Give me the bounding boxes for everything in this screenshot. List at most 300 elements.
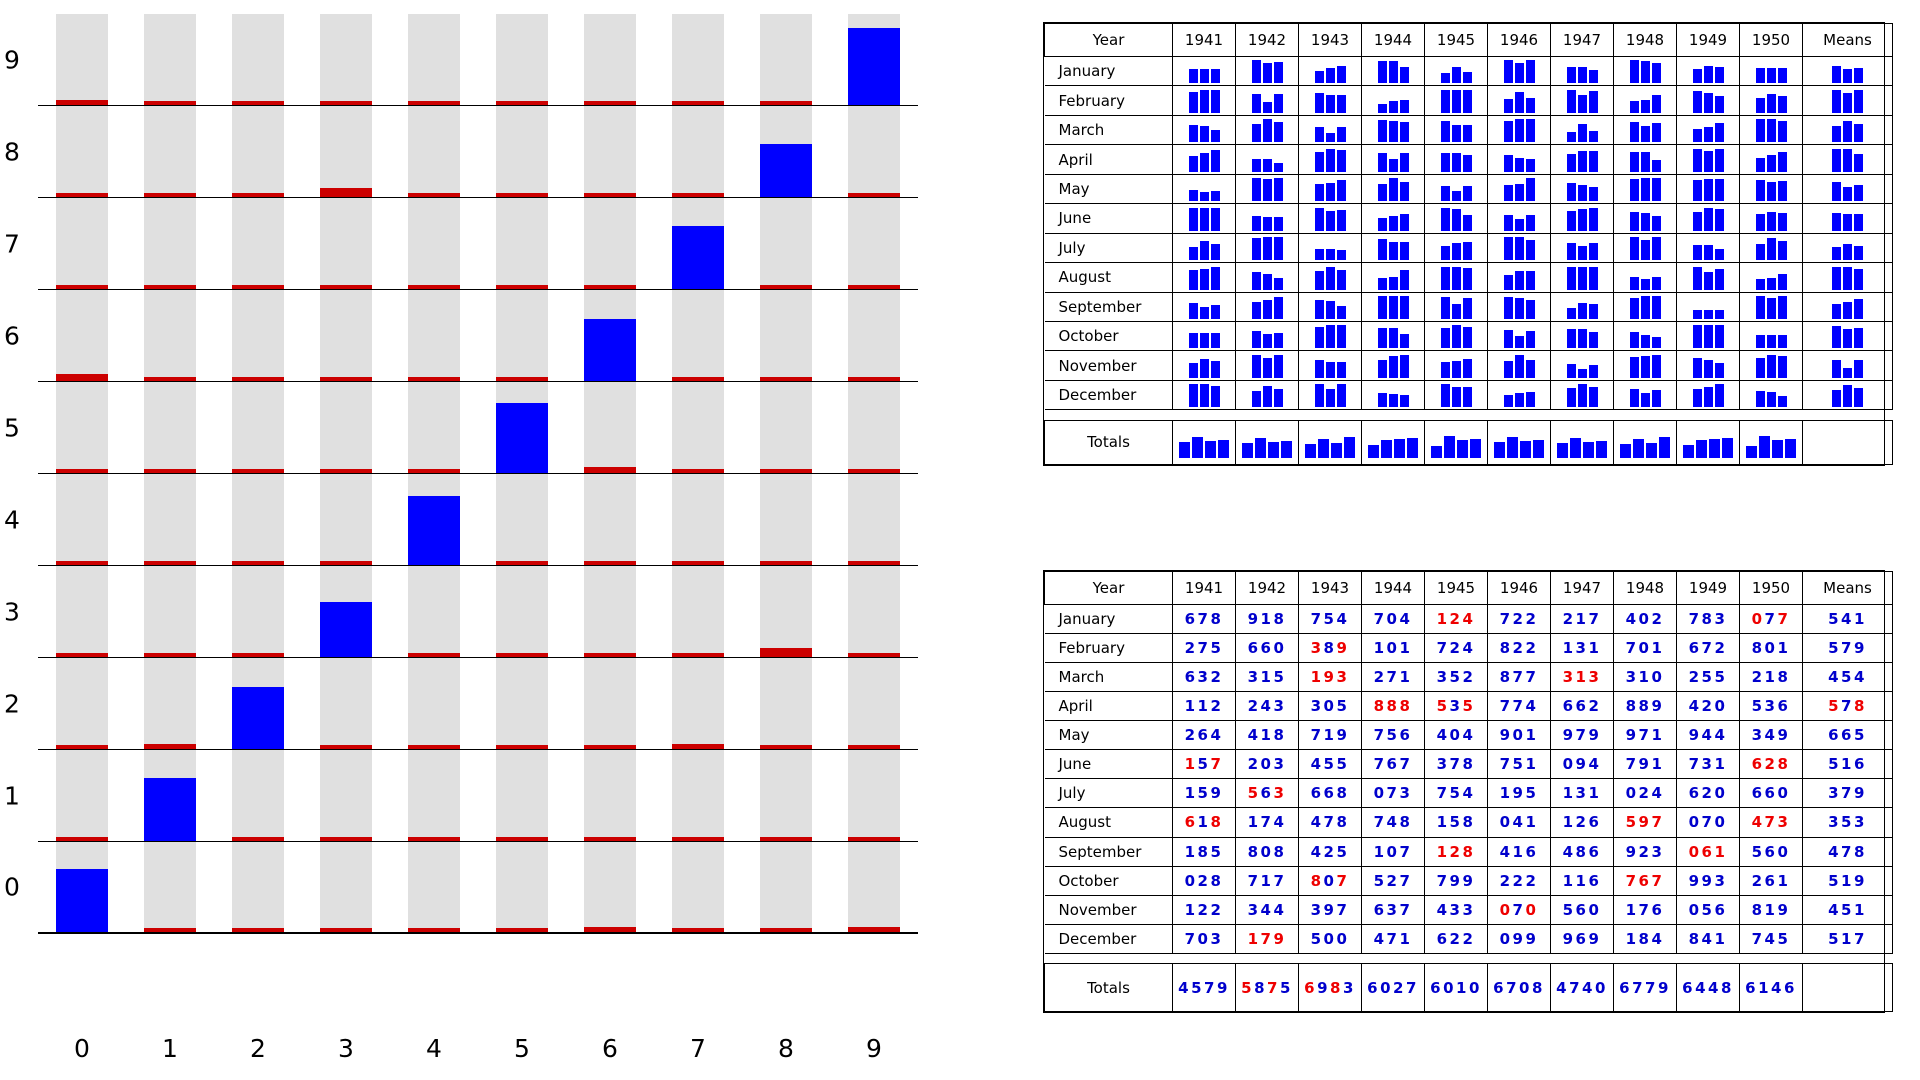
bar-minor: [320, 561, 372, 565]
bar-cell: [302, 842, 390, 932]
glyph-bar: [1211, 244, 1220, 260]
glyph-bar: [1252, 178, 1261, 201]
glyph-bar: [1567, 243, 1576, 260]
bar-cell-background: [56, 290, 108, 381]
numeric-digit: 1: [1399, 668, 1413, 687]
bar-row-cells: [38, 658, 918, 749]
glyph-cell: [1236, 115, 1299, 144]
glyph-bar-stack: [1677, 86, 1739, 114]
glyph-bar-stack: [1236, 234, 1298, 262]
glyph-cell: [1488, 57, 1551, 86]
bar-primary: [56, 869, 108, 932]
numeric-digit: 9: [1588, 726, 1602, 745]
glyph-bar: [1589, 70, 1598, 83]
numeric-digit: 4: [1512, 813, 1526, 832]
glyph-table-year-header: 1944: [1362, 24, 1425, 57]
glyph-cell: [1677, 115, 1740, 144]
numeric-digit: 9: [1575, 755, 1589, 774]
glyph-bar: [1630, 298, 1639, 319]
bar-row-band: [4, 382, 918, 474]
glyph-bar: [1337, 95, 1346, 113]
glyph-cell: [1551, 145, 1614, 174]
numeric-digit: 6: [1184, 610, 1198, 629]
numeric-digit: 6: [1323, 784, 1337, 803]
numeric-cell: [1803, 924, 1893, 953]
bar-cell-background: [584, 566, 636, 657]
glyph-bar: [1326, 301, 1335, 319]
bar-minor: [320, 745, 372, 749]
glyph-bar-stack: [1551, 86, 1613, 114]
numeric-digit: 6: [1373, 900, 1387, 919]
glyph-bar: [1526, 240, 1535, 260]
glyph-table-year-header: 1941: [1173, 24, 1236, 57]
bar-cell: [654, 474, 742, 565]
bar-cell: [390, 474, 478, 565]
bar-matrix-grid: [4, 14, 918, 1034]
bar-cell: [478, 106, 566, 197]
numeric-digit: 6: [1386, 755, 1400, 774]
glyph-cell: [1362, 86, 1425, 115]
numeric-cell: [1299, 808, 1362, 837]
glyph-bar: [1315, 71, 1324, 83]
glyph-table-row: [1045, 86, 1893, 115]
glyph-bar: [1463, 125, 1472, 142]
glyph-cell: [1614, 86, 1677, 115]
bar-cell: [126, 290, 214, 381]
glyph-cell: [1488, 86, 1551, 115]
glyph-bar: [1715, 149, 1724, 172]
glyph-bar: [1832, 126, 1841, 142]
bar-cell-background: [232, 474, 284, 565]
glyph-cell: [1551, 86, 1614, 115]
glyph-totals-stack: [1488, 421, 1550, 464]
bar-cell-background: [320, 290, 372, 381]
numeric-digit: 5: [1562, 900, 1576, 919]
numeric-digit: 7: [1701, 639, 1715, 658]
glyph-table-row: [1045, 204, 1893, 233]
bar-minor: [672, 101, 724, 105]
numeric-digit: 7: [1841, 842, 1854, 861]
bar-cell: [742, 842, 830, 932]
glyph-bar-stack: [1299, 351, 1361, 379]
glyph-table: [1043, 22, 1885, 466]
glyph-totals-bar: [1570, 438, 1581, 458]
glyph-bar: [1337, 362, 1346, 378]
bar-minor: [672, 653, 724, 657]
numeric-digit: 9: [1317, 978, 1330, 997]
numeric-digit: 5: [1828, 610, 1842, 629]
numeric-digit: 1: [1197, 813, 1211, 832]
glyph-bar: [1211, 191, 1220, 201]
numeric-cell: [1803, 837, 1893, 866]
bar-minor: [144, 101, 196, 105]
numeric-cell: [1173, 750, 1236, 779]
glyph-table-header-row: [1045, 24, 1893, 57]
glyph-bar: [1315, 384, 1324, 407]
bar-cell-background: [320, 750, 372, 841]
glyph-bar: [1441, 328, 1450, 348]
bar-minor: [56, 561, 108, 565]
bar-cell-background: [320, 198, 372, 289]
bar-minor: [408, 101, 460, 105]
numeric-digit: 4: [1462, 726, 1476, 745]
numeric-digit: 0: [1386, 639, 1400, 658]
numeric-totals-cell: [1740, 964, 1803, 1012]
glyph-bar: [1274, 122, 1283, 142]
glyph-bar: [1263, 217, 1272, 231]
bar-cell: [654, 106, 742, 197]
numeric-cell: [1551, 895, 1614, 924]
glyph-totals-cell: [1362, 420, 1425, 464]
bar-row-cells: [38, 382, 918, 473]
numeric-table-year-header: 1946: [1488, 572, 1551, 605]
glyph-cell: [1614, 351, 1677, 380]
numeric-cell: [1677, 808, 1740, 837]
numeric-digit: 1: [1638, 668, 1652, 687]
glyph-bar-stack: [1236, 116, 1298, 144]
bar-minor: [56, 653, 108, 657]
numeric-digit: 1: [1575, 871, 1589, 890]
glyph-bar: [1832, 90, 1841, 113]
numeric-digit: 6: [1828, 726, 1842, 745]
numeric-digit: 6: [1745, 978, 1759, 997]
y-axis-tick: 7: [4, 229, 20, 258]
bar-cell: [742, 290, 830, 381]
numeric-digit: 2: [1512, 610, 1526, 629]
glyph-bar-stack: [1173, 322, 1235, 350]
glyph-bar: [1843, 302, 1852, 319]
numeric-cell: [1551, 866, 1614, 895]
bar-cell: [742, 658, 830, 749]
numeric-digit: 5: [1828, 639, 1842, 658]
numeric-digit: 4: [1310, 755, 1324, 774]
numeric-digit: 6: [1651, 900, 1665, 919]
glyph-bar: [1452, 361, 1461, 378]
numeric-digit: 1: [1323, 726, 1337, 745]
glyph-bar: [1452, 191, 1461, 201]
bar-cell-background: [760, 658, 812, 749]
bar-minor: [848, 745, 900, 749]
glyph-bar: [1463, 387, 1472, 407]
glyph-cell: [1740, 380, 1803, 409]
glyph-bar: [1756, 391, 1765, 407]
glyph-bar: [1652, 355, 1661, 378]
numeric-digit: 1: [1841, 755, 1854, 774]
glyph-cell: [1488, 380, 1551, 409]
bar-cell-background: [584, 106, 636, 197]
glyph-bar: [1463, 327, 1472, 348]
glyph-table-row-label: November: [1045, 351, 1173, 380]
numeric-digit: 5: [1197, 755, 1211, 774]
glyph-totals-bar: [1444, 436, 1455, 458]
numeric-digit: 0: [1197, 929, 1211, 948]
glyph-bar-stack: [1488, 234, 1550, 262]
glyph-bar: [1400, 182, 1409, 201]
glyph-bar: [1767, 182, 1776, 201]
numeric-digit: 2: [1499, 871, 1513, 890]
numeric-digit: 6: [1575, 929, 1589, 948]
glyph-totals-bar: [1785, 439, 1796, 458]
y-axis-tick: 2: [4, 689, 20, 718]
glyph-cell: [1551, 292, 1614, 321]
numeric-digit: 0: [1638, 610, 1652, 629]
glyph-bar: [1463, 72, 1472, 83]
glyph-bar-stack: [1425, 322, 1487, 350]
numeric-table-year-header: 1947: [1551, 572, 1614, 605]
glyph-cell: [1425, 57, 1488, 86]
numeric-digit: 5: [1462, 697, 1476, 716]
x-axis-tick: 4: [426, 1034, 442, 1063]
bar-cell: [302, 566, 390, 657]
numeric-digit: 6: [1575, 900, 1589, 919]
numeric-digit: 6: [1575, 697, 1589, 716]
numeric-digit: 5: [1336, 697, 1350, 716]
numeric-cell: [1236, 779, 1299, 808]
numeric-digit: 1: [1714, 755, 1728, 774]
glyph-cell: [1362, 321, 1425, 350]
glyph-bar: [1693, 389, 1702, 407]
glyph-bar: [1630, 152, 1639, 172]
bar-cell: [390, 290, 478, 381]
glyph-bar: [1693, 245, 1702, 260]
numeric-cell: [1614, 692, 1677, 721]
glyph-cell: [1803, 292, 1893, 321]
bar-minor: [56, 745, 108, 749]
numeric-digit: 7: [1260, 929, 1274, 948]
glyph-table-year-header: 1949: [1677, 24, 1740, 57]
numeric-digit: 7: [1197, 610, 1211, 629]
numeric-digit: 1: [1758, 978, 1771, 997]
glyph-totals-bar: [1557, 443, 1568, 458]
numeric-digit: 2: [1638, 842, 1652, 861]
numeric-digit: 2: [1462, 929, 1476, 948]
numeric-cell: [1488, 634, 1551, 663]
bar-cell-background: [672, 290, 724, 381]
glyph-bar: [1189, 333, 1198, 348]
glyph-table-body: [1045, 57, 1893, 465]
bar-cell-background: [848, 382, 900, 473]
numeric-digit: 2: [1184, 726, 1198, 745]
numeric-table-row: [1045, 779, 1893, 808]
bar-cell: [302, 750, 390, 841]
numeric-digit: 1: [1197, 697, 1211, 716]
numeric-digit: 7: [1638, 726, 1652, 745]
numeric-cell: [1488, 924, 1551, 953]
glyph-table-head: [1045, 24, 1893, 57]
numeric-cell: [1677, 779, 1740, 808]
numeric-digit: 3: [1625, 668, 1639, 687]
numeric-digit: 6: [1619, 978, 1633, 997]
bar-minor: [760, 648, 812, 657]
glyph-totals-bar: [1746, 446, 1757, 458]
glyph-cell: [1299, 86, 1362, 115]
numeric-digit: 2: [1462, 668, 1476, 687]
numeric-cell: [1677, 721, 1740, 750]
numeric-digit: 8: [1210, 871, 1224, 890]
bar-minor: [496, 653, 548, 657]
numeric-cell: [1677, 924, 1740, 953]
numeric-digit: 9: [1701, 871, 1715, 890]
numeric-digit: 1: [1625, 900, 1639, 919]
bar-cell: [830, 566, 918, 657]
glyph-bar-stack: [1740, 175, 1802, 203]
bar-minor: [320, 928, 372, 932]
glyph-bar: [1441, 153, 1450, 172]
glyph-bar: [1589, 151, 1598, 172]
glyph-bar: [1767, 119, 1776, 142]
glyph-bar-stack: [1236, 351, 1298, 379]
numeric-digit: 1: [1764, 668, 1778, 687]
glyph-bar: [1252, 94, 1261, 113]
glyph-bar: [1589, 267, 1598, 290]
numeric-digit: 6: [1310, 784, 1324, 803]
glyph-bar: [1630, 389, 1639, 407]
glyph-bar: [1526, 392, 1535, 407]
numeric-cell: [1173, 721, 1236, 750]
bar-cell: [566, 842, 654, 932]
numeric-totals-cell: [1488, 964, 1551, 1012]
numeric-cell: [1299, 605, 1362, 634]
glyph-bar: [1389, 277, 1398, 290]
glyph-cell: [1425, 351, 1488, 380]
bar-minor: [672, 744, 724, 749]
numeric-digit: 4: [1695, 978, 1708, 997]
numeric-digit: 4: [1708, 978, 1721, 997]
numeric-digit: 0: [1777, 784, 1791, 803]
glyph-totals-bar: [1368, 445, 1379, 458]
numeric-digit: 5: [1841, 668, 1854, 687]
glyph-totals-bar: [1192, 437, 1203, 458]
glyph-bar-stack: [1803, 322, 1892, 350]
glyph-bar-stack: [1551, 204, 1613, 232]
numeric-digit: 3: [1273, 697, 1287, 716]
y-axis-tick: 4: [4, 505, 20, 534]
glyph-bar: [1630, 332, 1639, 348]
glyph-cell: [1236, 174, 1299, 203]
glyph-totals-cell: [1236, 420, 1299, 464]
numeric-cell: [1299, 692, 1362, 721]
numeric-cell: [1803, 866, 1893, 895]
glyph-bar: [1274, 355, 1283, 378]
glyph-bar: [1337, 325, 1346, 348]
numeric-digit: 4: [1688, 697, 1702, 716]
numeric-cell: [1362, 605, 1425, 634]
numeric-cell: [1425, 692, 1488, 721]
numeric-cell: [1488, 605, 1551, 634]
bar-row-cells: [38, 474, 918, 565]
x-axis-ticks: [38, 1034, 918, 1074]
bar-minor: [848, 927, 900, 932]
numeric-digit: 6: [1184, 668, 1198, 687]
numeric-digit: 1: [1777, 871, 1791, 890]
numeric-digit: 9: [1688, 871, 1702, 890]
glyph-bar: [1652, 178, 1661, 201]
glyph-bar: [1526, 215, 1535, 231]
glyph-bar: [1832, 267, 1841, 290]
numeric-digit: 2: [1512, 871, 1526, 890]
bar-minor: [320, 101, 372, 105]
glyph-bar: [1704, 272, 1713, 290]
numeric-cell: [1677, 634, 1740, 663]
bar-cell: [478, 842, 566, 932]
glyph-bar: [1515, 355, 1524, 378]
glyph-bar: [1189, 156, 1198, 172]
numeric-digit: 7: [1625, 639, 1639, 658]
glyph-cell: [1299, 57, 1362, 86]
numeric-digit: 0: [1751, 610, 1765, 629]
numeric-table-row-label: May: [1045, 721, 1173, 750]
glyph-bar: [1704, 360, 1713, 378]
numeric-totals-cell: [1677, 964, 1740, 1012]
glyph-bar: [1778, 213, 1787, 231]
numeric-digit: 8: [1399, 697, 1413, 716]
numeric-digit: 5: [1323, 610, 1337, 629]
bar-row-band: [4, 566, 918, 658]
bar-minor: [584, 745, 636, 749]
numeric-digit: 7: [1373, 610, 1387, 629]
numeric-digit: 2: [1197, 871, 1211, 890]
numeric-cell: [1299, 779, 1362, 808]
numeric-digit: 2: [1764, 755, 1778, 774]
bar-cell-background: [848, 106, 900, 197]
glyph-bar-stack: [1803, 263, 1892, 291]
glyph-bar-stack: [1299, 86, 1361, 114]
glyph-bar: [1693, 69, 1702, 83]
bar-minor: [408, 285, 460, 289]
glyph-cell: [1677, 233, 1740, 262]
glyph-bar: [1641, 296, 1650, 319]
glyph-bar: [1767, 278, 1776, 290]
bar-cell: [126, 14, 214, 105]
glyph-bar: [1189, 270, 1198, 290]
glyph-bar-stack: [1362, 145, 1424, 173]
numeric-table-row-label: February: [1045, 634, 1173, 663]
bar-minor: [584, 101, 636, 105]
bar-minor: [144, 744, 196, 749]
glyph-bar: [1200, 359, 1209, 378]
numeric-digit: 0: [1499, 813, 1513, 832]
glyph-bar: [1704, 151, 1713, 172]
glyph-bar: [1515, 393, 1524, 407]
glyph-bar: [1704, 179, 1713, 201]
glyph-table-row: [1045, 233, 1893, 262]
numeric-digit: 2: [1751, 668, 1765, 687]
glyph-bar: [1337, 127, 1346, 142]
numeric-digit: 7: [1323, 813, 1337, 832]
numeric-table-row: [1045, 663, 1893, 692]
numeric-digit: 6: [1764, 871, 1778, 890]
bar-cell-background: [144, 198, 196, 289]
glyph-cell: [1803, 174, 1893, 203]
glyph-bar: [1767, 155, 1776, 172]
bar-cell-background: [144, 658, 196, 749]
glyph-bar: [1189, 69, 1198, 83]
bar-cell-background: [144, 382, 196, 473]
glyph-cell: [1614, 380, 1677, 409]
bar-minor: [232, 377, 284, 381]
glyph-bar: [1400, 270, 1409, 290]
glyph-cell: [1803, 145, 1893, 174]
bar-cell-background: [760, 14, 812, 105]
glyph-cell: [1488, 204, 1551, 233]
glyph-bar: [1589, 387, 1598, 407]
glyph-bar: [1389, 101, 1398, 113]
glyph-bar-stack: [1677, 293, 1739, 321]
numeric-digit: 6: [1525, 842, 1539, 861]
glyph-bar: [1756, 358, 1765, 378]
numeric-digit: 7: [1841, 697, 1854, 716]
numeric-digit: 1: [1841, 871, 1854, 890]
